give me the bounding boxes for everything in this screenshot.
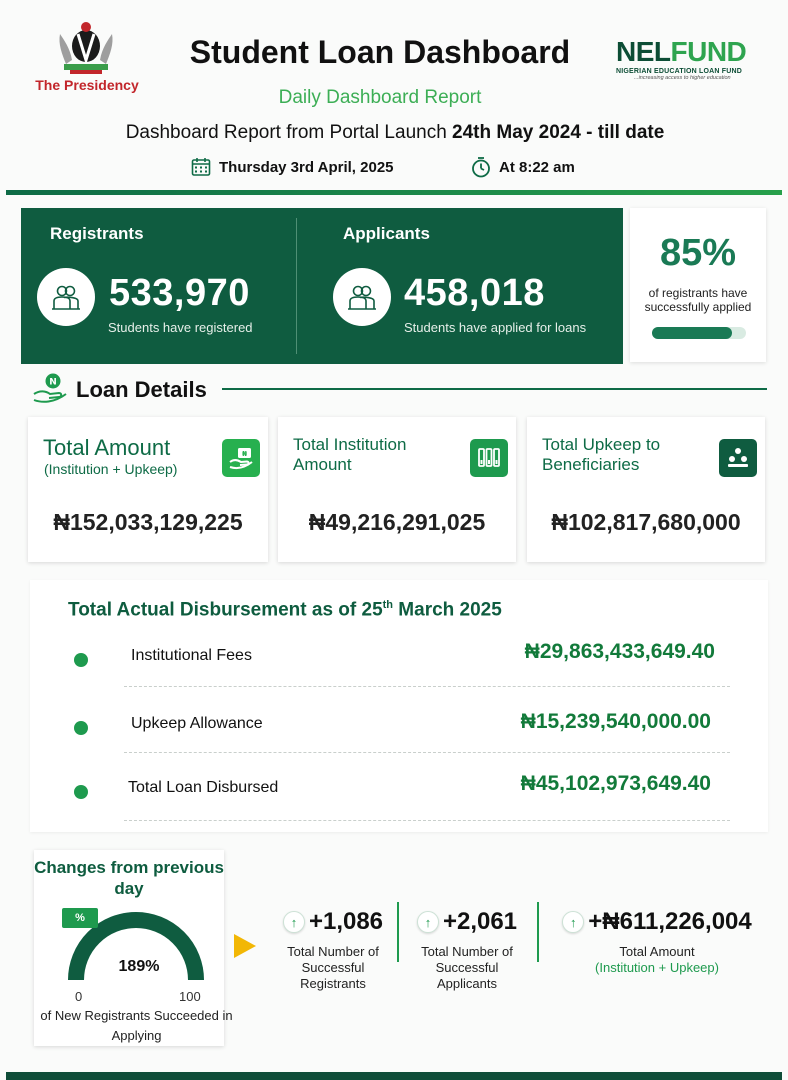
registrants-caption: Students have registered	[108, 320, 253, 335]
card-title: Total Amount	[43, 435, 171, 460]
disbursement-title-prefix: Total Actual Disbursement as of 25	[68, 599, 383, 621]
bullet-dot	[74, 653, 88, 667]
registrants-icon-circle	[37, 268, 95, 326]
bullet-dot	[74, 721, 88, 735]
row-divider	[124, 820, 730, 821]
disbursement-amount: ₦29,863,433,649.40	[524, 640, 715, 663]
report-day: Thursday 3rd April, 2025	[219, 159, 394, 176]
change-value: +₦611,226,004	[588, 908, 752, 935]
logo-subtitle: NIGERIAN EDUCATION LOAN FUND	[616, 68, 743, 75]
application-rate-card	[630, 208, 766, 362]
disbursement-row	[30, 640, 768, 700]
card-subtitle: Amount	[293, 455, 352, 474]
institution-icon	[470, 439, 508, 477]
card-title: Total Upkeep to	[542, 435, 661, 454]
loan-details-rule	[222, 388, 767, 390]
gauge-min: 0	[75, 989, 83, 1004]
report-time: At 8:22 am	[499, 159, 575, 176]
applicants-icon-circle	[333, 268, 391, 326]
application-rate-progress	[652, 327, 746, 339]
card-value: ₦152,033,129,225	[53, 509, 243, 535]
calendar-icon	[191, 157, 211, 177]
page-title: Student Loan Dashboard	[189, 34, 571, 70]
card-value: ₦49,216,291,025	[308, 509, 486, 535]
registrants-value: 533,970	[109, 272, 250, 314]
upkeep-amount-card	[527, 417, 765, 562]
arrow-up-icon: ↑	[417, 911, 439, 933]
applicants-change	[400, 908, 534, 992]
arrow-up-icon: ↑	[283, 911, 305, 933]
progress-fill	[652, 327, 732, 339]
percent-badge: %	[62, 908, 98, 928]
report-prefix: Dashboard Report from Portal Launch	[125, 122, 453, 143]
application-rate-value: 85%	[659, 232, 737, 274]
play-arrow-icon	[234, 934, 256, 958]
stats-banner	[21, 208, 623, 364]
logo-fund: FUND	[670, 36, 747, 67]
disbursement-label: Upkeep Allowance	[131, 715, 263, 732]
disbursement-title-suffix: March 2025	[393, 599, 502, 621]
card-title: Total Institution	[293, 435, 407, 454]
card-subtitle: Beneficiaries	[542, 455, 640, 474]
cash-hand-icon	[222, 439, 260, 477]
change-value: +1,086	[308, 908, 384, 935]
applicants-value: 458,018	[404, 272, 545, 314]
changes-title: Changes from previous day	[34, 858, 224, 898]
bullet-dot	[74, 785, 88, 799]
svg-text:N: N	[49, 377, 57, 388]
row-divider	[124, 752, 730, 753]
change-caption: Total Number of Successful Applicants	[421, 944, 513, 991]
gauge-caption: of New Registrants Succeeded in Applying	[40, 1008, 233, 1043]
disbursement-title	[68, 599, 502, 621]
students-icon	[346, 281, 378, 313]
disbursement-amount: ₦45,102,973,649.40	[520, 772, 711, 795]
report-period	[40, 122, 750, 144]
application-rate-caption: of registrants have successfully applied	[644, 286, 752, 314]
coat-of-arms-icon	[50, 20, 122, 76]
gauge-max: 100	[179, 989, 201, 1004]
stopwatch-icon	[470, 156, 492, 178]
students-icon	[50, 281, 82, 313]
stat-divider	[397, 902, 399, 962]
disbursement-panel	[30, 580, 768, 832]
svg-text:₦: ₦	[242, 450, 247, 458]
total-amount-card	[28, 417, 268, 562]
logo-tagline: ...increasing access to higher education	[634, 75, 731, 81]
institution-amount-card	[278, 417, 516, 562]
registrants-title: Registrants	[50, 224, 144, 243]
change-caption: Total Amount	[619, 944, 695, 959]
header-divider	[6, 190, 782, 195]
change-value: +2,061	[442, 908, 518, 935]
disbursement-row	[30, 710, 768, 770]
applicants-title: Applicants	[343, 224, 430, 243]
card-subtitle: (Institution + Upkeep)	[44, 461, 178, 477]
logo-nel: NEL	[616, 36, 671, 67]
card-value: ₦102,817,680,000	[551, 509, 741, 535]
nelfund-logo	[616, 38, 776, 88]
presidency-label: The Presidency	[35, 77, 139, 93]
arrow-up-icon: ↑	[562, 911, 584, 933]
report-date: 24th May 2024 - till date	[452, 122, 665, 143]
change-caption-sub: (Institution + Upkeep)	[595, 960, 719, 975]
changes-card	[34, 850, 233, 1046]
disbursement-amount: ₦15,239,540,000.00	[520, 710, 711, 733]
amount-change	[540, 908, 774, 976]
change-caption: Total Number of Successful Registrants	[287, 944, 379, 991]
applicants-caption: Students have applied for loans	[404, 320, 587, 335]
stat-divider	[537, 902, 539, 962]
disbursement-label: Total Loan Disbursed	[128, 779, 279, 796]
footer-bar	[6, 1072, 782, 1080]
disbursement-label: Institutional Fees	[131, 647, 252, 664]
gauge-value: 189%	[118, 958, 160, 975]
loan-details-title: Loan Details	[76, 377, 207, 402]
beneficiaries-icon	[719, 439, 757, 477]
page-subtitle: Daily Dashboard Report	[278, 87, 482, 108]
banner-divider	[296, 218, 297, 354]
row-divider	[124, 686, 730, 687]
money-hand-icon	[32, 372, 68, 404]
disbursement-title-sup: th	[382, 599, 394, 611]
disbursement-row	[30, 772, 768, 836]
registrants-change	[268, 908, 398, 992]
date-time-row	[190, 156, 610, 182]
